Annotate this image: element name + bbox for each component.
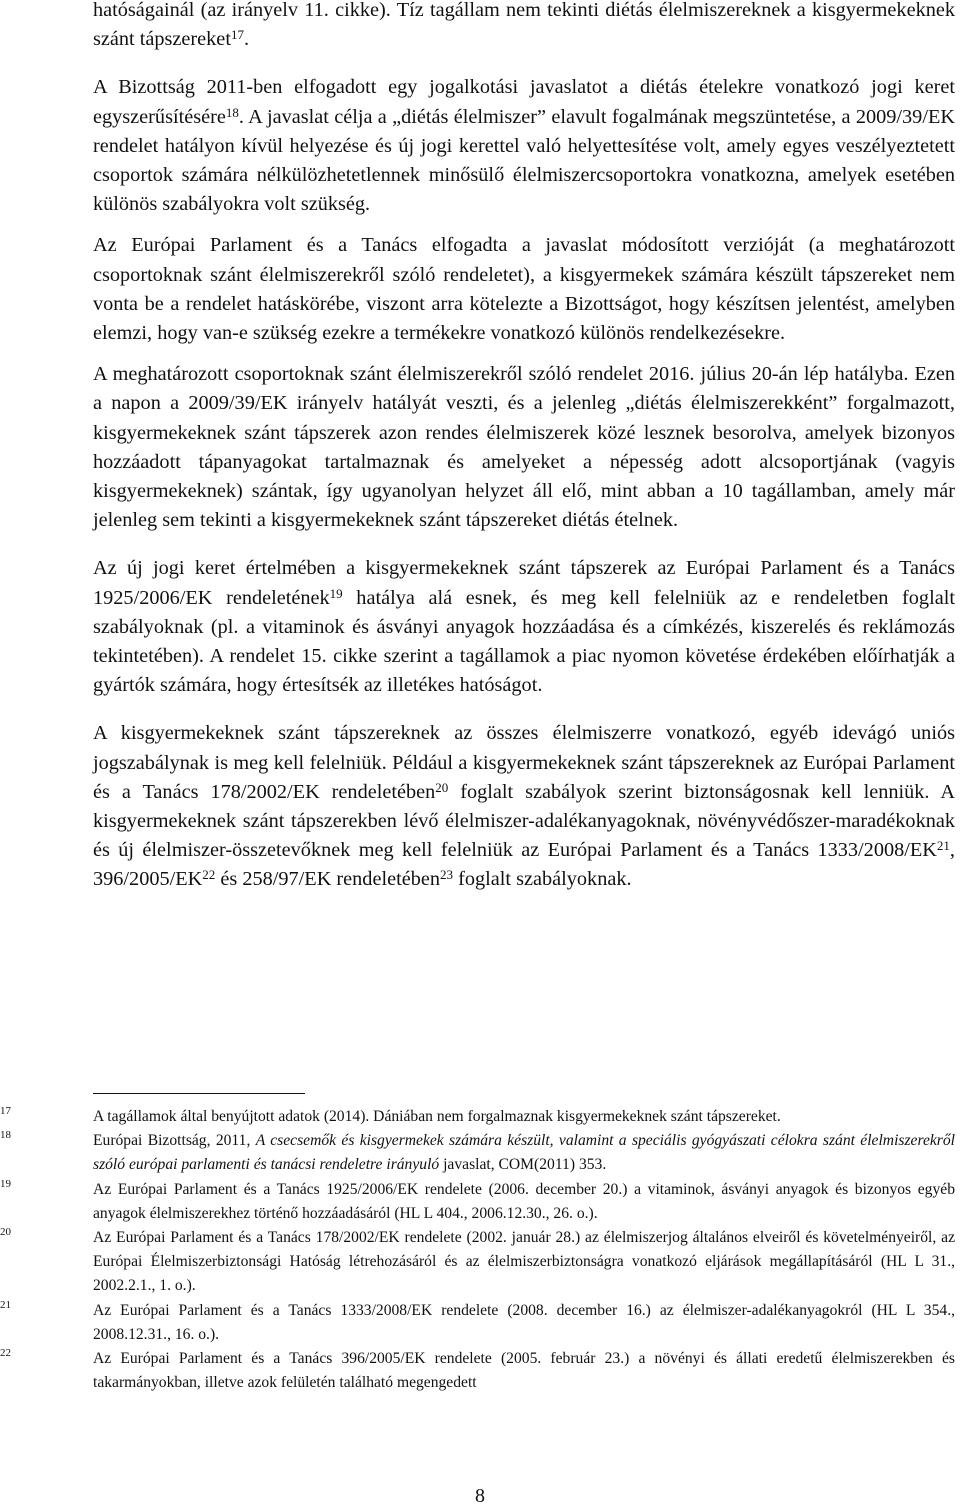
paragraph-text: , 396/2005/EK [93, 839, 955, 891]
paragraph-1 [93, 0, 955, 54]
paragraph-6 [93, 719, 955, 894]
footnote-number: 17 [0, 1105, 11, 1117]
page-number: 8 [475, 1485, 485, 1507]
footnote-17 [0, 1105, 960, 1129]
footnote-19 [0, 1178, 960, 1226]
footnote-ref-22[interactable]: 22 [202, 867, 216, 883]
footnote-title-italic: A csecsemők és kisgyermekek számára készült, valamint a speciális gyógyászati célokra szánt élelmiszerekről szóló európai parlamenti és tanácsi rendeletre irányuló [93, 1132, 955, 1174]
footnote-ref-19[interactable]: 19 [329, 585, 343, 601]
body-text [93, 0, 955, 907]
footnote-separator [93, 1093, 305, 1094]
footnotes [0, 1105, 960, 1395]
footnote-number: 20 [0, 1226, 11, 1239]
footnote-text [93, 1129, 955, 1177]
footnote-ref-21[interactable]: 21 [936, 838, 950, 854]
footnote-18 [0, 1129, 960, 1177]
paragraph-4: A meghatározott csoportoknak szánt élelmiszerekről szóló rendelet 2016. július 20-án lép hatályba. Ezen a napon a 2009/39/EK irányelv hatályát veszti, és a jelenleg „diétás élelmiszerekként” forgalmazott, kisgyermekeknek szánt tápszerek azon rendes élelmiszerek közé lesznek besorolva, amelyek bizonyos hozzáadott tápanyagokat tartalmaznak és amelyeket a népesség adott alcsoportjának (vagyis kisgyermekeknek) szántak, így ugyanolyan helyzet áll elő, mint abban a 10 tagállamban, amely már jelenleg sem tekinti a kisgyermekeknek szánt tápszereket diétás ételnek. [93, 363, 955, 532]
footnote-text-part: javaslat, COM(2011) 353. [439, 1156, 607, 1174]
footnote-text-part: Európai Bizottság, 2011, [93, 1132, 256, 1150]
footnote-number: 18 [0, 1129, 11, 1142]
footnote-text: Az Európai Parlament és a Tanács 396/2005/EK rendelete (2005. február 23.) a növényi és állati eredetű élelmiszerekben és takarmányokban, illetve azok felületén található megengedett [93, 1350, 955, 1392]
footnote-number: 22 [0, 1347, 11, 1360]
footnote-text: A tagállamok által benyújtott adatok (2014). Dániában nem forgalmaznak kisgyermekeknek szánt tápszereket. [93, 1108, 781, 1125]
footnote-20 [0, 1226, 960, 1299]
paragraph-2 [93, 73, 955, 219]
paragraph-text: A kisgyermekeknek szánt tápszereknek az összes élelmiszerre vonatkozó, egyéb idevágó uniós jogszabálynak is meg kell felelniük. Például a kisgyermekeknek szánt tápszereknek az Európai Parlament és a Tanács 178/2002/EK rendeletében [93, 722, 955, 803]
footnote-number: 19 [0, 1177, 11, 1190]
paragraph-text: foglalt szabályoknak. [453, 868, 632, 891]
footnote-text: Az Európai Parlament és a Tanács 178/2002/EK rendelete (2002. január 28.) az élelmiszerjog általános elveiről és követelményeiről, az Európai Élelmiszerbiztonsági Hatóság létrehozásáról és az élelmiszerbiztonságra vonatkozó eljárások megállapításáról (HL L 31., 2002.2.1., 1. o.). [93, 1229, 955, 1295]
footnote-ref-23[interactable]: 23 [440, 867, 454, 883]
paragraph-text: hatóságainál (az irányelv 11. cikke). Tíz tagállam nem tekinti diétás élelmiszereknek a kisgyermekeknek szánt tápszereket [93, 0, 955, 51]
footnote-ref-17[interactable]: 17 [230, 27, 244, 43]
footnote-ref-18[interactable]: 18 [225, 104, 239, 120]
paragraph-text: . [243, 28, 250, 51]
paragraph-5 [93, 554, 955, 700]
footnote-text: Az Európai Parlament és a Tanács 1925/2006/EK rendelete (2006. december 20.) a vitaminok, ásványi anyagok és bizonyos egyéb anyagok élelmiszerekhez történő hozzáadásáról (HL L 404., 2006.12.30., 26. o.). [93, 1180, 955, 1222]
paragraph-text: és 258/97/EK rendeletében [215, 868, 441, 891]
footnote-number: 21 [0, 1298, 11, 1311]
footnote-ref-20[interactable]: 20 [435, 779, 449, 795]
paragraph-text: A Bizottság 2011-ben elfogadott egy jogalkotási javaslatot a diétás ételekre vonatkozó jogi keret egyszerűsítésére [93, 76, 955, 128]
footnote-text: Az Európai Parlament és a Tanács 1333/2008/EK rendelete (2008. december 16.) az élelmiszer-adalékanyagokról (HL L 354., 2008.12.31., 16. o.). [93, 1301, 955, 1343]
paragraph-text: Az új jogi keret értelmében a kisgyermekeknek szánt tápszerek az Európai Parlament és a Tanács 1925/2006/EK rendeletének [93, 557, 955, 609]
footnote-21 [0, 1299, 960, 1347]
paragraph-text: foglalt szabályok szerint biztonságosnak kell lenniük. A kisgyermekeknek szánt tápszerekben lévő élelmiszer-adalékanyagoknak, növényvédőszer-maradékoknak és új élelmiszer-összetevőknek meg kell felelniük az Európai Parlament és a Tanács 1333/2008/EK [93, 780, 955, 862]
paragraph-3: Az Európai Parlament és a Tanács elfogadta a javaslat módosított verzióját (a meghatározott csoportoknak szánt élelmiszerekről szóló rendeletet), a kisgyermekek számára készült tápszereket nem vonta be a rendelet hatáskörébe, viszont arra kötelezte a Bizottságot, hogy készítsen jelentést, amelyben elemzi, hogy van-e szükség ezekre a termékekre vonatkozó különös rendelkezésekre. [93, 234, 955, 345]
paragraph-text: hatálya alá esnek, és meg kell felelniük az e rendeletben foglalt szabályoknak (pl. a vitaminok és ásványi anyagok hozzáadása és a címkézés, kiszerelés és reklámozás tekintetében). A rendelet 15. cikke szerint a tagállamok a piac nyomon követése érdekében előírhatják a gyártók számára, hogy értesítsék az illetékes hatóságot. [93, 586, 955, 697]
footnote-22 [0, 1347, 960, 1395]
paragraph-text: . A javaslat célja a „diétás élelmiszer” elavult fogalmának megszüntetése, a 2009/39/EK rendelet hatályon kívül helyezése és új jogi kerettel való helyettesítése volt, amely egyes veszélyeztetett csoportok számára nélkülözhetetlennek minősülő élelmiszercsoportokra vonatkozna, amelyek esetében különös szabályokra volt szükség. [93, 105, 955, 216]
